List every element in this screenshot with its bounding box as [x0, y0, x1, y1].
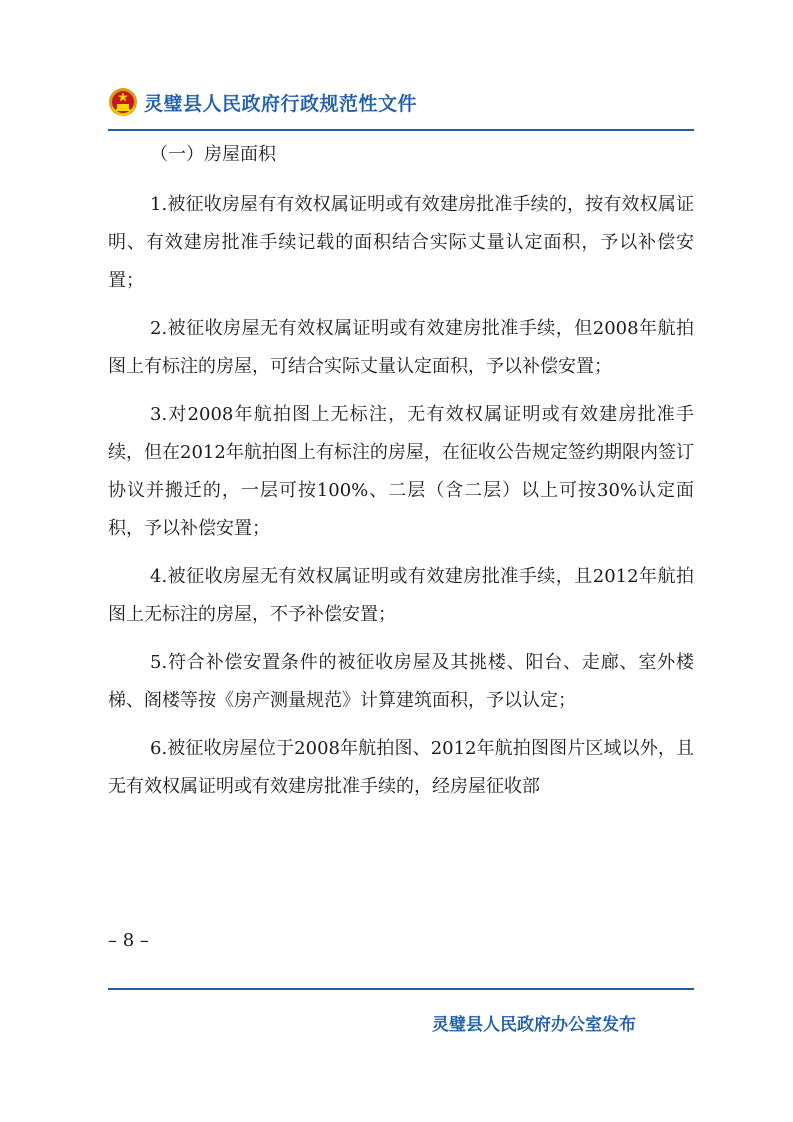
paragraph-4: 4.被征收房屋无有效权属证明或有效建房批准手续，且2012年航拍图上无标注的房屋，不予补偿安置；: [108, 566, 694, 625]
paragraph-3: 3.对2008年航拍图上无标注，无有效权属证明或有效建房批准手续，但在2012年航拍图上有标注的房屋，在征收公告规定签约期限内签订协议并搬迁的，一层可按100%、二层（含二层）以上可按30%认定面积，予以补偿安置；: [108, 404, 694, 539]
header-title: 灵璧县人民政府行政规范性文件: [144, 92, 418, 115]
paragraph-1: 1.被征收房屋有有效权属证明或有效建房批准手续的，按有效权属证明、有效建房批准手续记载的面积结合实际丈量认定面积，予以补偿安置；: [108, 194, 694, 291]
paragraph-5: 5.符合补偿安置条件的被征收房屋及其挑楼、阳台、走廊、室外楼梯、阁楼等按《房产测量规范》计算建筑面积，予以认定；: [108, 652, 694, 711]
paragraph-2: 2.被征收房屋无有效权属证明或有效建房批准手续，但2008年航拍图上有标注的房屋，可结合实际丈量认定面积，予以补偿安置；: [108, 318, 694, 377]
national-emblem-icon: [108, 87, 138, 117]
page-number: – 8 –: [108, 930, 149, 951]
footer-divider: [108, 988, 694, 990]
paragraph-6: 6.被征收房屋位于2008年航拍图、2012年航拍图图片区域以外，且无有效权属证明或有效建房批准手续的，经房屋征收部: [108, 738, 694, 797]
document-body: [108, 138, 694, 816]
document-header: [108, 84, 417, 120]
section-heading: （一）房屋面积: [150, 144, 276, 165]
header-divider: [108, 129, 694, 131]
footer-publisher: 灵璧县人民政府办公室发布: [432, 1015, 636, 1035]
